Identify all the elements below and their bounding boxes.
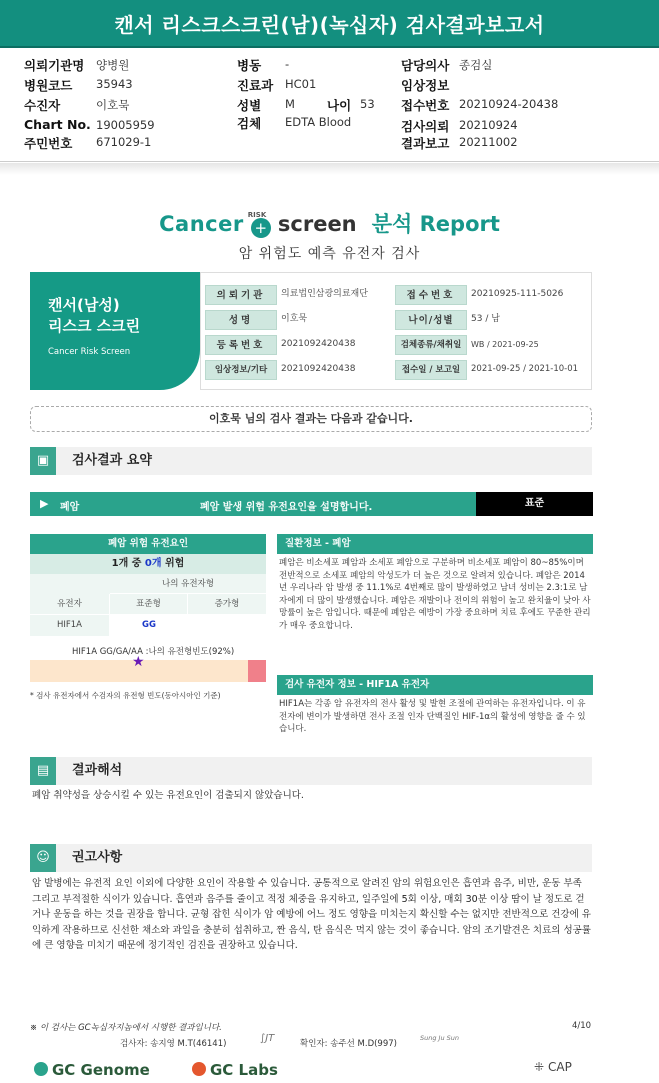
inst-value: 양병원	[96, 58, 130, 72]
table-label-clinical: 임상정보/기타	[205, 360, 277, 380]
patient-value: 이호묵	[96, 98, 130, 112]
page-number: 4/10	[572, 1021, 592, 1031]
chart-label: Chart No.	[24, 117, 91, 132]
greeting: 이호묵 님의 검사 결과는 다음과 같습니다.	[30, 406, 592, 432]
dept-label: 진료과	[237, 78, 274, 93]
interpret-section-header	[30, 757, 592, 785]
std-value: GG	[110, 615, 188, 636]
play-icon: ▶	[40, 497, 49, 510]
lung-cancer-bar	[30, 492, 476, 516]
inc-col-header: 증가형	[188, 594, 266, 615]
rrn-label: 주민번호	[24, 136, 73, 151]
code-label: 병원코드	[24, 78, 73, 93]
table-value-agesex: 53 / 남	[471, 314, 500, 324]
clipboard-icon: ▤	[30, 757, 56, 785]
dept-value: HC01	[285, 77, 317, 91]
clinical-label: 임상정보	[401, 78, 450, 93]
specimen-label: 검체	[237, 116, 262, 131]
gc-labs-logo-icon	[192, 1062, 206, 1076]
risk-count	[30, 554, 266, 574]
gene-col-header: 유전자	[30, 594, 110, 615]
summary-section-header	[30, 447, 592, 475]
cap-logo-icon: ⁜	[534, 1060, 545, 1074]
age-label: 나이	[327, 98, 352, 113]
logo-report: 분석 Report	[371, 212, 500, 236]
report-label: 결과보고	[401, 136, 450, 151]
bar-name: 폐암	[60, 502, 80, 513]
table-label-agesex: 나이/성별	[395, 310, 467, 330]
table-label-receipt: 접수번호	[395, 285, 467, 305]
ward-value: -	[285, 57, 290, 71]
std-col-header: 표준형	[110, 594, 188, 615]
logo-screen: screen	[277, 212, 357, 236]
table-value-clinical: 2021092420438	[281, 364, 356, 374]
request-value: 20210924	[459, 118, 518, 132]
table-label-inst: 의뢰기관	[205, 285, 277, 305]
table-value-receipt: 20210925-111-5026	[471, 289, 564, 299]
table-label-dates: 접수일 / 보고일	[395, 360, 467, 380]
subtitle: 암 위험도 예측 유전자 검사	[238, 246, 421, 262]
bar-desc: 폐암 발생 위험 유전요인을 설명합니다.	[200, 502, 373, 513]
table-value-name: 이호묵	[281, 314, 308, 324]
logo-risk: RISK	[247, 211, 267, 219]
summary-icon: ▣	[30, 447, 56, 475]
people-icon: ☺	[30, 844, 56, 872]
logo-cancer: Cancer	[159, 212, 244, 236]
frequency-bar-end	[248, 660, 266, 682]
footer-brand-strip	[0, 1060, 659, 1083]
brand-gc-genome: GC Genome	[52, 1061, 150, 1079]
ward-label: 병동	[237, 58, 262, 73]
sex-value: M	[285, 97, 295, 111]
patient-info	[0, 50, 659, 162]
freq-label: HIF1A GG/GA/AA :나의 유전형빈도(92%)	[72, 647, 235, 657]
table-value-dates: 2021-09-25 / 2021-10-01	[471, 364, 579, 374]
table-value-regno: 2021092420438	[281, 339, 356, 349]
status-badge: 표준	[476, 492, 593, 516]
card-line1: 캔서(남성)	[48, 296, 120, 314]
interpret-text: 폐암 취약성을 상승시킬 수 있는 유전요인이 검출되지 않았습니다.	[32, 790, 304, 801]
report-title: 캔서 리스크스크린(남)(녹십자) 검사결과보고서	[0, 0, 659, 48]
cancer-screen-logo	[0, 208, 659, 238]
risk-header: 폐암 위험 유전요인	[30, 534, 266, 554]
advice-title: 권고사항	[72, 850, 123, 865]
logo-plus-icon: + RISK	[251, 218, 271, 238]
doctor-value: 종검실	[459, 58, 493, 72]
report-value: 20211002	[459, 135, 518, 149]
gene-name: HIF1A	[30, 615, 110, 636]
receipt-label: 접수번호	[401, 98, 450, 113]
gene-info-title: 검사 유전자 정보 - HIF1A 유전자	[277, 675, 593, 695]
request-info-table	[200, 272, 592, 390]
product-card	[30, 272, 200, 390]
card-line2: 리스크 스크린	[48, 317, 141, 335]
table-label-name: 성명	[205, 310, 277, 330]
inc-value	[188, 615, 266, 636]
cap-logo: CAP	[548, 1060, 572, 1074]
chart-value: 19005959	[96, 118, 155, 132]
table-label-regno: 등록번호	[205, 335, 277, 355]
table-value-specimen: WB / 2021-09-25	[471, 340, 539, 349]
inst-label: 의뢰기관명	[24, 58, 85, 73]
age-value: 53	[360, 97, 375, 111]
sex-label: 성별	[237, 98, 262, 113]
risk-count-num: 0개	[144, 558, 162, 569]
summary-title: 검사결과 요약	[72, 453, 152, 468]
advice-text: 암 발병에는 유전적 요인 이외에 다양한 요인이 작용할 수 있습니다. 공통적으로 알려진 암의 위험요인은 흡연과 음주, 비만, 운동 부족 그리고 부적절한 식이가 있습니다. 흡연과 음주를 줄이고 적정 체중을 유지하고, 일주일에 5회 이상, 매회 30분 이상 땀이 날 정도로 걷거나 운동을 하는 것을 권장을 합니다. 균형 잡힌 식이가 암 예방에 어느 정도 영향을 미치는지 확신할 수는 없지만 전반적으로 건강에 유익하게 작용하므로 신선한 채소와 과일을 충분히 섭취하고, 짠 음식, 탄 음식은 먹지 않는 것이 좋습니다. 암의 조기발견은 치료의 성공률에 큰 영향을 미치기 때문에 정기적인 검진을 권장하고 있습니다.	[32, 878, 591, 951]
advice-section-header	[30, 844, 592, 872]
interpret-title: 결과해석	[72, 763, 123, 778]
footnote: * 검사 유전자에서 수검자의 유전형 빈도(동아시아인 기준)	[30, 691, 221, 700]
confirmer-signature: Sung Ju Sun	[420, 1034, 460, 1042]
my-type-header: 나의 유전자형	[110, 574, 266, 594]
tester: 검사자: 송지영 M.T(46141)	[120, 1039, 227, 1049]
genotype-table	[30, 574, 266, 636]
gene-info-text: HIF1A는 각종 암 유전자의 전사 활성 및 발현 조절에 관여하는 유전자입니다. 이 유전자에 변이가 발생하면 전사 조절 인자 단백질인 HIF-1α의 활성에 영향을 줄 수 있습니다.	[279, 699, 586, 734]
disease-text: 폐암은 비소세포 폐암과 소세포 폐암으로 구분하며 비소세포 폐암이 80~85%이며 전반적으로 소세포 폐암의 악성도가 더 높은 것으로 알려져 있습니다. 폐암은 2014년 우리나라 암 발생 중 11.1%로 4번째로 많이 발생하였고 남녀 성비는 2.3:1로 남자에게 더 많이 발생했습니다. 폐암은 재발이나 전이의 위험이 높고 완치율이 낮아 사망률이 높은 암입니다. 때문에 폐암은 예방이 가장 중요하며 치료 후에도 꾸준한 관리가 매우 중요합니다.	[279, 558, 591, 631]
confirmer: 확인자: 송주선 M.D(997)	[300, 1039, 397, 1049]
risk-count-pre: 1개 중	[111, 558, 142, 569]
brand-gc-labs: GC Labs	[210, 1061, 278, 1079]
my-frequency-marker-icon: ★	[132, 654, 145, 670]
tester-signature: ∫JT	[260, 1033, 275, 1044]
rrn-value: 671029-1	[96, 135, 152, 149]
gc-genome-logo-icon	[34, 1062, 48, 1076]
frequency-bar	[30, 654, 266, 682]
receipt-value: 20210924-20438	[459, 97, 559, 111]
table-value-inst: 의료법인삼광의료재단	[281, 289, 368, 299]
card-en: Cancer Risk Screen	[48, 347, 131, 357]
disease-title: 질환정보 - 폐암	[277, 534, 593, 554]
doctor-label: 담당의사	[401, 58, 450, 73]
request-label: 검사의뢰	[401, 119, 450, 134]
code-value: 35943	[96, 77, 133, 91]
footer-note: ※ 이 검사는 GC녹십자지놈에서 시행한 결과입니다.	[30, 1023, 222, 1033]
specimen-value: EDTA Blood	[285, 115, 352, 129]
risk-count-post: 위험	[165, 558, 185, 569]
patient-label: 수진자	[24, 98, 61, 113]
table-label-specimen: 검체종류/채취일	[395, 335, 467, 355]
header-shadow	[0, 163, 659, 175]
